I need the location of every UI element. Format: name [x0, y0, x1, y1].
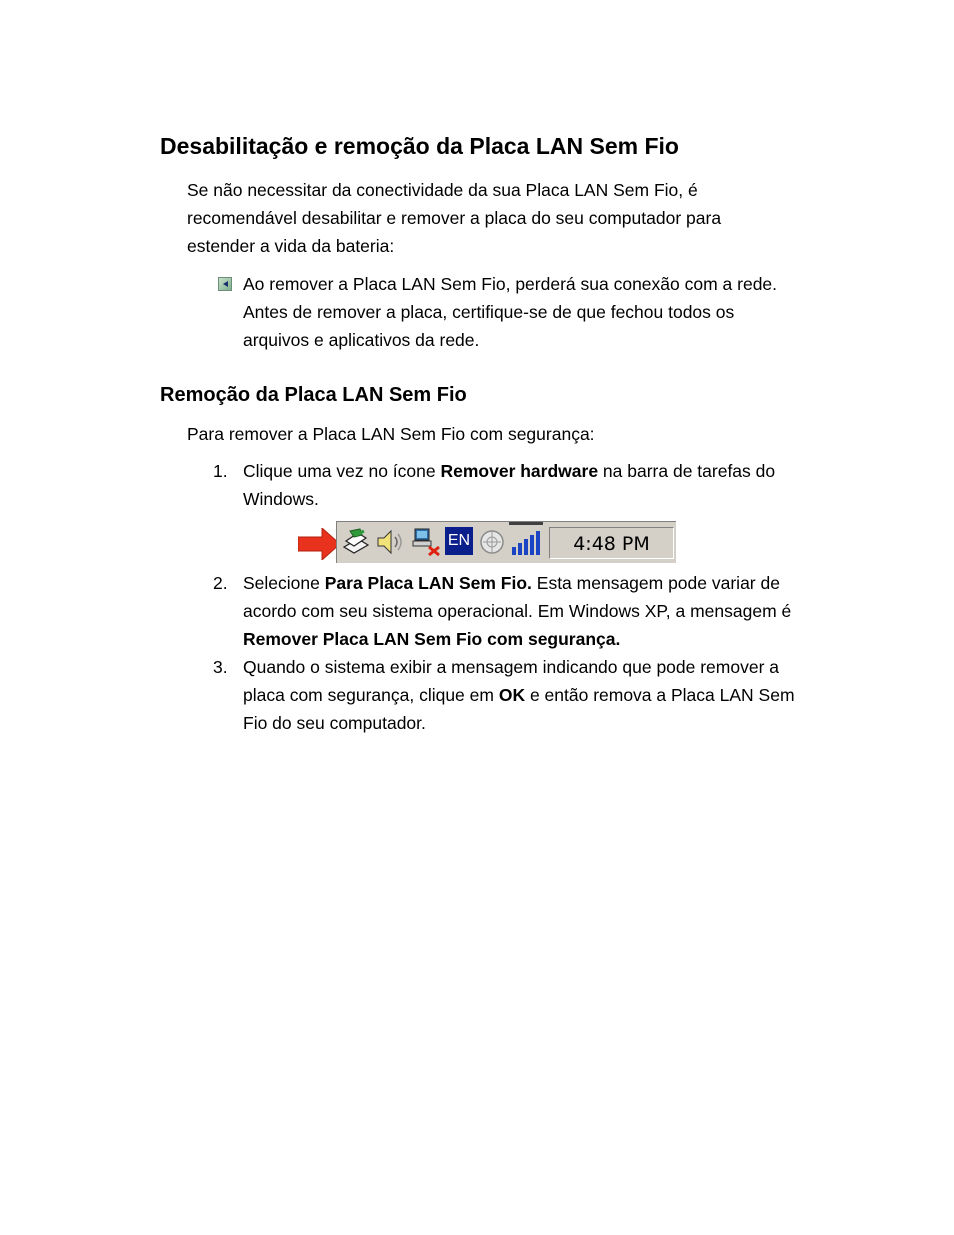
step-bold-term: Remover Placa LAN Sem Fio com segurança.: [243, 629, 621, 649]
intro-line: recomendável desabilitar e remover a placa do seu computador para: [187, 208, 722, 228]
language-indicator[interactable]: EN: [445, 527, 473, 555]
note-line: Ao remover a Placa LAN Sem Fio, perderá sua conexão com a rede.: [243, 274, 778, 294]
step-line: [243, 569, 855, 597]
page-title: Desabilitação e remoção da Placa LAN Sem Fio: [160, 133, 679, 159]
step-text-run: e então remova a Placa LAN Sem: [525, 685, 795, 705]
step-text-run: na barra de tarefas do: [598, 461, 776, 481]
step-text-run: Esta mensagem pode variar de: [531, 573, 780, 593]
clock-display[interactable]: 4:48 PM: [549, 527, 674, 559]
step-line: Windows.: [243, 489, 319, 509]
lead-paragraph: Para remover a Placa LAN Sem Fio com segurança:: [187, 424, 595, 444]
step-number: 1.: [213, 461, 228, 481]
globe-icon[interactable]: [477, 527, 507, 557]
note-icon: [218, 277, 232, 291]
step-line: Quando o sistema exibir a mensagem indicando que pode remover a: [243, 657, 780, 677]
step-line: [243, 681, 855, 709]
step-bold-term: OK: [498, 685, 526, 705]
note-line: arquivos e aplicativos da rede.: [243, 330, 480, 350]
note-text: [243, 270, 777, 354]
step-text: [243, 653, 855, 737]
step-number: 3.: [213, 657, 228, 677]
system-tray: [336, 521, 676, 563]
step-line: Fio do seu computador.: [243, 713, 426, 733]
tray-divider: [509, 522, 543, 525]
step-line: acordo com seu sistema operacional. Em Windows XP, a mensagem é: [243, 601, 792, 621]
step-line: [243, 625, 855, 653]
note-line: Antes de remover a placa, certifique-se de que fechou todos os: [243, 302, 735, 322]
intro-paragraph: [187, 176, 777, 260]
intro-line: Se não necessitar da conectividade da sua Placa LAN Sem Fio, é: [187, 180, 698, 200]
step-text-run: [243, 569, 780, 597]
intro-line: estender a vida da bateria:: [187, 236, 395, 256]
step-text-run: Selecione: [243, 573, 325, 593]
step-text-run: placa com segurança, clique em: [243, 685, 499, 705]
signal-strength-icon[interactable]: [509, 527, 543, 557]
step-number: 2.: [213, 573, 228, 593]
pointer-arrow-icon: [298, 528, 340, 560]
step-text-run: Clique uma vez no ícone: [243, 461, 441, 481]
speaker-icon[interactable]: [375, 527, 405, 557]
step-text: [243, 457, 855, 513]
network-disconnected-icon[interactable]: [409, 527, 443, 557]
section-subheading: Remoção da Placa LAN Sem Fio: [160, 384, 467, 406]
step-bold-term: Remover hardware: [440, 461, 599, 481]
remove-hardware-icon[interactable]: [340, 527, 372, 557]
step-line: [243, 457, 855, 485]
step-bold-term: Para Placa LAN Sem Fio.: [324, 573, 532, 593]
step-text: [243, 569, 855, 653]
